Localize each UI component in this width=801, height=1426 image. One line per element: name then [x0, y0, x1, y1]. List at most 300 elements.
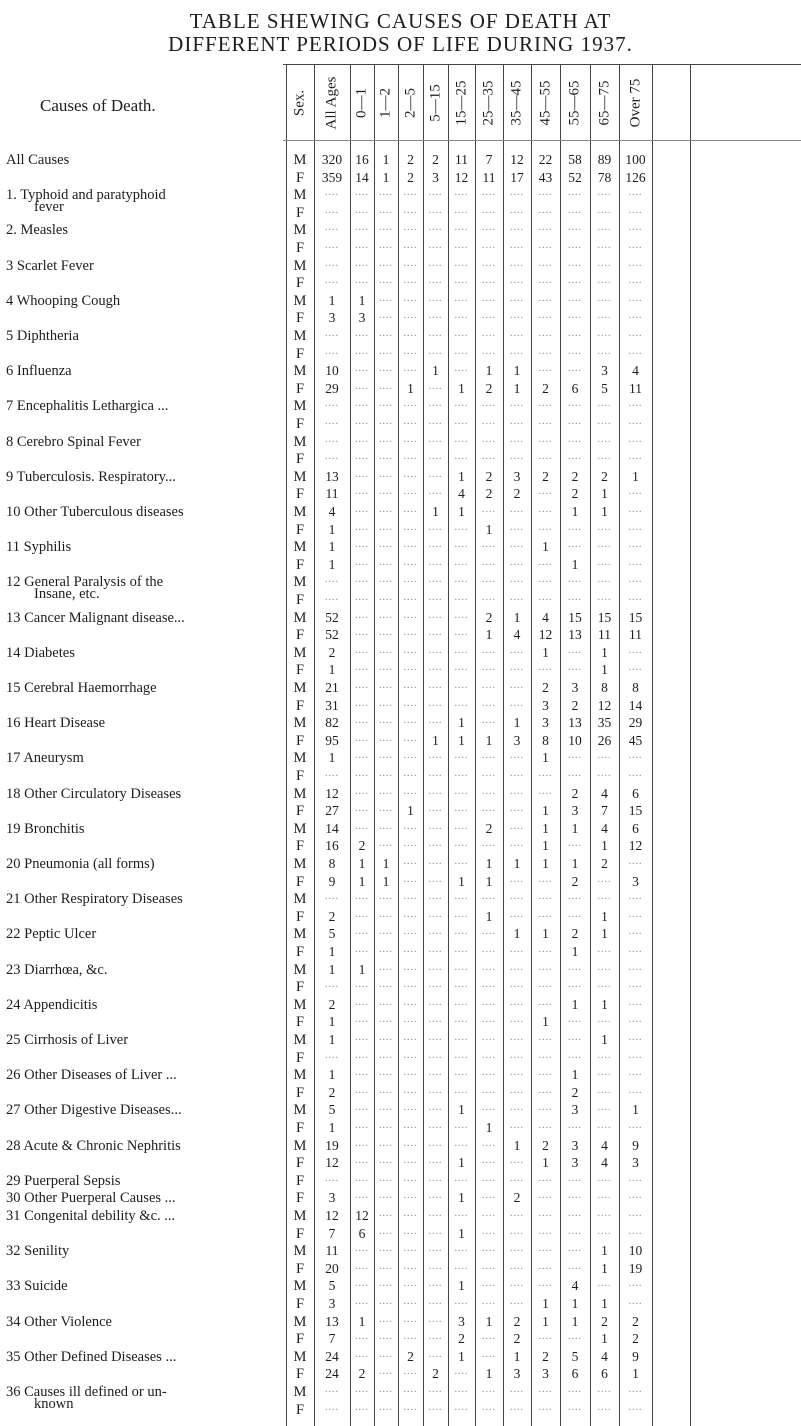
column-header	[448, 68, 475, 138]
value-cell: 1	[358, 292, 366, 308]
empty-cell: ....	[379, 574, 393, 586]
empty-cell: ....	[628, 750, 643, 762]
empty-cell: ....	[379, 926, 393, 938]
sex-cell: M	[293, 1067, 307, 1084]
empty-cell: ....	[568, 398, 582, 410]
value-cell: 1	[571, 556, 579, 572]
column-header	[619, 68, 652, 138]
cause-label: 8 Cerebro Spinal Fever	[6, 433, 141, 450]
empty-cell: ....	[379, 1155, 393, 1167]
empty-cell: ....	[428, 1190, 443, 1202]
empty-cell: ....	[482, 1190, 496, 1202]
empty-cell: ....	[379, 785, 393, 797]
empty-cell: ....	[403, 1155, 418, 1167]
empty-cell: ....	[355, 1155, 369, 1167]
empty-cell: ....	[355, 1384, 369, 1395]
empty-cell: ....	[379, 556, 393, 568]
sex-cell: F	[295, 768, 305, 784]
value-cell: 11	[455, 152, 468, 167]
value-cell: 1	[632, 1102, 639, 1118]
empty-cell: ....	[568, 1225, 582, 1237]
empty-cell: ....	[325, 451, 339, 463]
empty-cell: ....	[597, 873, 612, 885]
empty-cell: ....	[428, 820, 443, 832]
value-cell: 2	[571, 873, 579, 889]
empty-cell: ....	[538, 275, 553, 287]
empty-cell: ....	[538, 345, 553, 357]
value-cell: 4	[601, 820, 608, 836]
empty-cell: ....	[597, 433, 612, 445]
sex-cell: F	[295, 873, 305, 890]
sex-cell: M	[293, 785, 307, 802]
empty-cell: ....	[454, 451, 469, 463]
empty-cell: ....	[355, 222, 369, 234]
empty-cell: ....	[597, 1102, 612, 1114]
value-cell: 1	[358, 873, 366, 889]
empty-cell: ....	[355, 1278, 369, 1290]
value-cell: 1	[542, 750, 549, 766]
empty-cell: ....	[428, 328, 443, 339]
value-cell: 14	[325, 820, 339, 836]
value-cell: 5	[328, 1102, 336, 1118]
empty-cell: ....	[379, 662, 393, 674]
empty-cell: ....	[355, 609, 369, 621]
cause-label: 22 Peptic Ulcer	[6, 926, 97, 943]
empty-cell: ....	[538, 504, 553, 515]
value-cell: 2	[542, 380, 549, 396]
sex-cell: M	[293, 996, 307, 1013]
empty-cell: ....	[379, 1348, 393, 1360]
empty-cell: ....	[538, 204, 553, 216]
value-cell: 12	[597, 697, 612, 713]
empty-cell: ....	[482, 697, 496, 709]
empty-cell: ....	[482, 838, 496, 850]
value-cell: 1	[458, 715, 465, 731]
empty-cell: ....	[403, 398, 418, 410]
sex-cell: F	[295, 1014, 305, 1031]
sex-cell: F	[295, 169, 305, 186]
empty-cell: ....	[325, 187, 339, 199]
empty-cell: ....	[379, 1260, 393, 1272]
empty-cell: ....	[510, 820, 524, 832]
empty-cell: ....	[379, 820, 393, 832]
empty-cell: ....	[428, 345, 443, 357]
empty-cell: ....	[510, 292, 524, 304]
empty-cell: ....	[510, 944, 524, 955]
empty-cell: ....	[538, 1208, 553, 1219]
empty-cell: ....	[325, 574, 339, 586]
empty-cell: ....	[428, 1084, 443, 1096]
empty-cell: ....	[379, 1102, 393, 1114]
empty-cell: ....	[597, 592, 612, 603]
empty-cell: ....	[628, 574, 643, 586]
empty-cell: ....	[510, 556, 524, 568]
empty-cell: ....	[379, 187, 393, 199]
empty-cell: ....	[403, 1032, 418, 1043]
value-cell: 1	[542, 1313, 549, 1329]
empty-cell: ....	[403, 1120, 418, 1131]
value-cell: 11	[598, 627, 611, 643]
empty-cell: ....	[628, 1067, 643, 1079]
empty-cell: ....	[482, 1278, 496, 1290]
empty-cell: ....	[403, 1084, 418, 1096]
value-cell: 6	[601, 1366, 608, 1382]
value-cell: 1	[542, 803, 549, 819]
sex-cell: F	[295, 416, 305, 432]
value-cell: 2	[513, 1331, 521, 1347]
empty-cell: ....	[568, 979, 582, 991]
empty-cell: ....	[403, 451, 418, 463]
value-cell: 1	[542, 1296, 549, 1311]
empty-cell: ....	[379, 1014, 393, 1026]
cause-label: 26 Other Diseases of Liver ...	[6, 1067, 177, 1084]
empty-cell: ....	[597, 768, 612, 779]
empty-cell: ....	[510, 979, 524, 991]
value-cell: 2	[328, 996, 336, 1012]
value-cell: 22	[538, 152, 553, 167]
empty-cell: ....	[510, 1260, 524, 1272]
value-cell: 12	[510, 152, 524, 167]
empty-cell: ....	[482, 979, 496, 991]
value-cell: 2	[571, 697, 579, 713]
empty-cell: ....	[355, 644, 369, 656]
sex-cell: M	[293, 1032, 307, 1048]
empty-cell: ....	[454, 627, 469, 639]
empty-cell: ....	[403, 908, 418, 920]
value-cell: 1	[571, 996, 579, 1012]
empty-cell: ....	[538, 222, 553, 234]
empty-cell: ....	[628, 486, 643, 498]
empty-cell: ....	[379, 592, 393, 603]
value-cell: 3	[328, 1190, 336, 1206]
value-cell: 45	[628, 732, 643, 748]
value-cell: 3	[542, 1366, 549, 1382]
empty-cell: ....	[403, 996, 418, 1008]
empty-cell: ....	[482, 416, 496, 427]
value-cell: 1	[382, 169, 390, 185]
value-cell: 2	[485, 380, 493, 396]
value-cell: 35	[597, 715, 612, 731]
sex-cell: M	[293, 961, 307, 978]
sex-cell: F	[295, 1120, 305, 1136]
empty-cell: ....	[428, 187, 443, 199]
empty-cell: ....	[403, 433, 418, 445]
value-cell: 1	[328, 539, 336, 555]
empty-cell: ....	[403, 1366, 418, 1378]
empty-cell: ....	[510, 873, 524, 885]
empty-cell: ....	[355, 257, 369, 269]
empty-cell: ....	[538, 1331, 553, 1343]
value-cell: 82	[325, 715, 339, 731]
empty-cell: ....	[628, 592, 643, 603]
empty-cell: ....	[403, 1296, 418, 1307]
empty-cell: ....	[628, 1190, 643, 1202]
empty-cell: ....	[454, 891, 469, 903]
value-cell: 12	[538, 627, 553, 643]
empty-cell: ....	[568, 1243, 582, 1255]
empty-cell: ....	[510, 1243, 524, 1255]
empty-cell: ....	[355, 1401, 369, 1413]
empty-cell: ....	[454, 750, 469, 762]
empty-cell: ....	[482, 803, 496, 815]
empty-cell: ....	[325, 1172, 339, 1184]
value-cell: 1	[432, 363, 439, 379]
value-cell: 1	[601, 644, 608, 660]
empty-cell: ....	[325, 257, 339, 269]
empty-cell: ....	[403, 345, 418, 357]
empty-cell: ....	[568, 1384, 582, 1395]
empty-cell: ....	[510, 697, 524, 709]
empty-cell: ....	[325, 240, 339, 251]
empty-cell: ....	[379, 504, 393, 515]
empty-cell: ....	[482, 1032, 496, 1043]
empty-cell: ....	[538, 592, 553, 603]
empty-cell: ....	[428, 556, 443, 568]
empty-cell: ....	[403, 1102, 418, 1114]
sex-cell: M	[293, 926, 307, 943]
empty-cell: ....	[538, 451, 553, 463]
empty-cell: ....	[597, 310, 612, 322]
empty-cell: ....	[403, 521, 418, 533]
cause-label: 2. Measles	[6, 222, 69, 239]
value-cell: 2	[485, 486, 493, 502]
empty-cell: ....	[538, 416, 553, 427]
value-cell: 3	[632, 873, 639, 889]
empty-cell: ....	[379, 1049, 393, 1061]
sex-cell: M	[293, 1208, 307, 1224]
empty-cell: ....	[628, 204, 643, 216]
empty-cell: ....	[428, 1384, 443, 1395]
empty-cell: ....	[379, 257, 393, 269]
value-cell: 1	[542, 856, 549, 871]
empty-cell: ....	[403, 292, 418, 304]
value-cell: 1	[632, 1366, 639, 1382]
empty-cell: ....	[403, 363, 418, 375]
empty-cell: ....	[428, 240, 443, 251]
empty-cell: ....	[597, 292, 612, 304]
empty-cell: ....	[428, 1137, 443, 1149]
empty-cell: ....	[428, 486, 443, 498]
value-cell: 6	[632, 785, 639, 801]
empty-cell: ....	[538, 1102, 553, 1114]
value-cell: 1	[571, 1067, 579, 1083]
column-header	[286, 68, 314, 138]
column-header-label: 45—55	[537, 80, 553, 126]
value-cell: 12	[628, 838, 643, 854]
empty-cell: ....	[379, 680, 393, 691]
empty-cell: ....	[454, 680, 469, 691]
empty-cell: ....	[428, 873, 443, 885]
empty-cell: ....	[379, 979, 393, 991]
empty-cell: ....	[454, 961, 469, 973]
value-cell: 1	[328, 1067, 336, 1083]
empty-cell: ....	[355, 768, 369, 779]
empty-cell: ....	[482, 1172, 496, 1184]
empty-cell: ....	[379, 961, 393, 973]
value-cell: 14	[628, 697, 643, 713]
sex-cell: M	[293, 504, 307, 520]
value-cell: 3	[358, 310, 366, 326]
column-header	[350, 68, 374, 138]
empty-cell: ....	[482, 240, 496, 251]
value-cell: 1	[432, 504, 439, 519]
value-cell: 1	[601, 926, 608, 942]
empty-cell: ....	[628, 979, 643, 991]
empty-cell: ....	[628, 644, 643, 656]
sex-cell: F	[295, 627, 305, 644]
empty-cell: ....	[403, 750, 418, 762]
empty-cell: ....	[538, 1120, 553, 1131]
value-cell: 1	[458, 1348, 465, 1364]
value-cell: 27	[325, 803, 339, 819]
empty-cell: ....	[355, 328, 369, 339]
sex-cell: F	[295, 521, 305, 538]
empty-cell: ....	[379, 1401, 393, 1413]
empty-cell: ....	[454, 416, 469, 427]
empty-cell: ....	[428, 838, 443, 850]
value-cell: 3	[632, 1155, 639, 1171]
empty-cell: ....	[482, 1348, 496, 1360]
empty-cell: ....	[454, 1049, 469, 1061]
sex-cell: M	[293, 1278, 307, 1295]
empty-cell: ....	[355, 187, 369, 199]
empty-cell: ....	[379, 222, 393, 234]
empty-cell: ....	[379, 944, 393, 955]
empty-cell: ....	[510, 1208, 524, 1219]
column-header-label: 15—25	[453, 80, 469, 126]
empty-cell: ....	[628, 1225, 643, 1237]
empty-cell: ....	[628, 1278, 643, 1290]
empty-cell: ....	[568, 891, 582, 903]
empty-cell: ....	[355, 1120, 369, 1131]
empty-cell: ....	[538, 1032, 553, 1043]
empty-cell: ....	[325, 416, 339, 427]
empty-cell: ....	[482, 204, 496, 216]
value-cell: 2	[358, 838, 366, 854]
empty-cell: ....	[510, 1102, 524, 1114]
cause-label: 3 Scarlet Fever	[6, 257, 94, 274]
empty-cell: ....	[482, 451, 496, 463]
empty-cell: ....	[597, 1049, 612, 1061]
value-cell: 10	[628, 1243, 643, 1259]
empty-cell: ....	[510, 310, 524, 322]
value-cell: 2	[485, 820, 493, 836]
sex-cell: F	[295, 803, 305, 820]
value-cell: 1	[542, 1155, 549, 1171]
empty-cell: ....	[403, 222, 418, 234]
empty-cell: ....	[628, 926, 643, 938]
empty-cell: ....	[379, 204, 393, 216]
cause-label: 6 Influenza	[6, 363, 72, 380]
empty-cell: ....	[510, 433, 524, 445]
sex-cell: F	[295, 380, 305, 397]
empty-cell: ....	[482, 1049, 496, 1061]
empty-cell: ....	[482, 275, 496, 287]
empty-cell: ....	[482, 292, 496, 304]
cause-label-continued: Insane, etc.	[34, 586, 100, 603]
value-cell: 1	[458, 1225, 465, 1241]
empty-cell: ....	[379, 275, 393, 287]
empty-cell: ....	[355, 504, 369, 515]
value-cell: 1	[328, 1120, 336, 1135]
empty-cell: ....	[403, 609, 418, 621]
cause-label: 25 Cirrhosis of Liver	[6, 1032, 129, 1048]
column-header-label: All Ages	[323, 76, 340, 130]
empty-cell: ....	[379, 240, 393, 251]
empty-cell: ....	[482, 1137, 496, 1149]
value-cell: 3	[571, 803, 579, 819]
empty-cell: ....	[628, 539, 643, 551]
empty-cell: ....	[568, 363, 582, 375]
empty-cell: ....	[628, 433, 643, 445]
empty-cell: ....	[510, 891, 524, 903]
empty-cell: ....	[597, 1120, 612, 1131]
sex-cell: M	[293, 644, 307, 661]
empty-cell: ....	[454, 926, 469, 938]
empty-cell: ....	[568, 1260, 582, 1272]
empty-cell: ....	[454, 222, 469, 234]
value-cell: 5	[328, 1278, 336, 1294]
value-cell: 1	[328, 750, 336, 766]
cause-label: 15 Cerebral Haemorrhage	[6, 680, 157, 696]
empty-cell: ....	[379, 715, 393, 727]
value-cell: 1	[513, 609, 521, 625]
value-cell: 1	[513, 380, 521, 396]
value-cell: 14	[355, 169, 369, 185]
empty-cell: ....	[428, 715, 443, 727]
empty-cell: ....	[510, 996, 524, 1008]
empty-cell: ....	[597, 1067, 612, 1079]
empty-cell: ....	[482, 504, 496, 515]
empty-cell: ....	[428, 627, 443, 639]
sex-cell: M	[293, 1243, 307, 1260]
empty-cell: ....	[355, 1102, 369, 1114]
empty-cell: ....	[454, 979, 469, 991]
cause-label: 7 Encephalitis Lethargica ...	[6, 398, 169, 415]
empty-cell: ....	[428, 275, 443, 287]
empty-cell: ....	[325, 1401, 339, 1413]
value-cell: 3	[571, 1155, 579, 1171]
value-cell: 3	[513, 1366, 521, 1382]
empty-cell: ....	[355, 926, 369, 938]
value-cell: 2	[358, 1366, 366, 1382]
sex-cell: F	[295, 310, 305, 327]
empty-cell: ....	[482, 1225, 496, 1237]
value-cell: 2	[571, 468, 579, 484]
sex-cell: M	[293, 1348, 307, 1365]
empty-cell: ....	[454, 1366, 469, 1378]
value-cell: 1	[328, 292, 336, 308]
empty-cell: ....	[379, 1313, 393, 1325]
value-cell: 11	[325, 486, 339, 502]
empty-cell: ....	[428, 785, 443, 797]
empty-cell: ....	[454, 1120, 469, 1131]
empty-cell: ....	[355, 662, 369, 674]
value-cell: 43	[538, 169, 553, 185]
empty-cell: ....	[538, 785, 553, 797]
value-cell: 1	[328, 944, 336, 959]
empty-cell: ....	[510, 768, 524, 779]
sex-cell: F	[295, 592, 305, 608]
empty-cell: ....	[379, 380, 393, 392]
empty-cell: ....	[403, 1384, 418, 1395]
sex-cell: M	[293, 222, 307, 239]
column-header	[531, 68, 560, 138]
empty-cell: ....	[454, 609, 469, 621]
empty-cell: ....	[403, 1313, 418, 1325]
sex-cell: M	[293, 750, 307, 767]
empty-cell: ....	[482, 1331, 496, 1343]
